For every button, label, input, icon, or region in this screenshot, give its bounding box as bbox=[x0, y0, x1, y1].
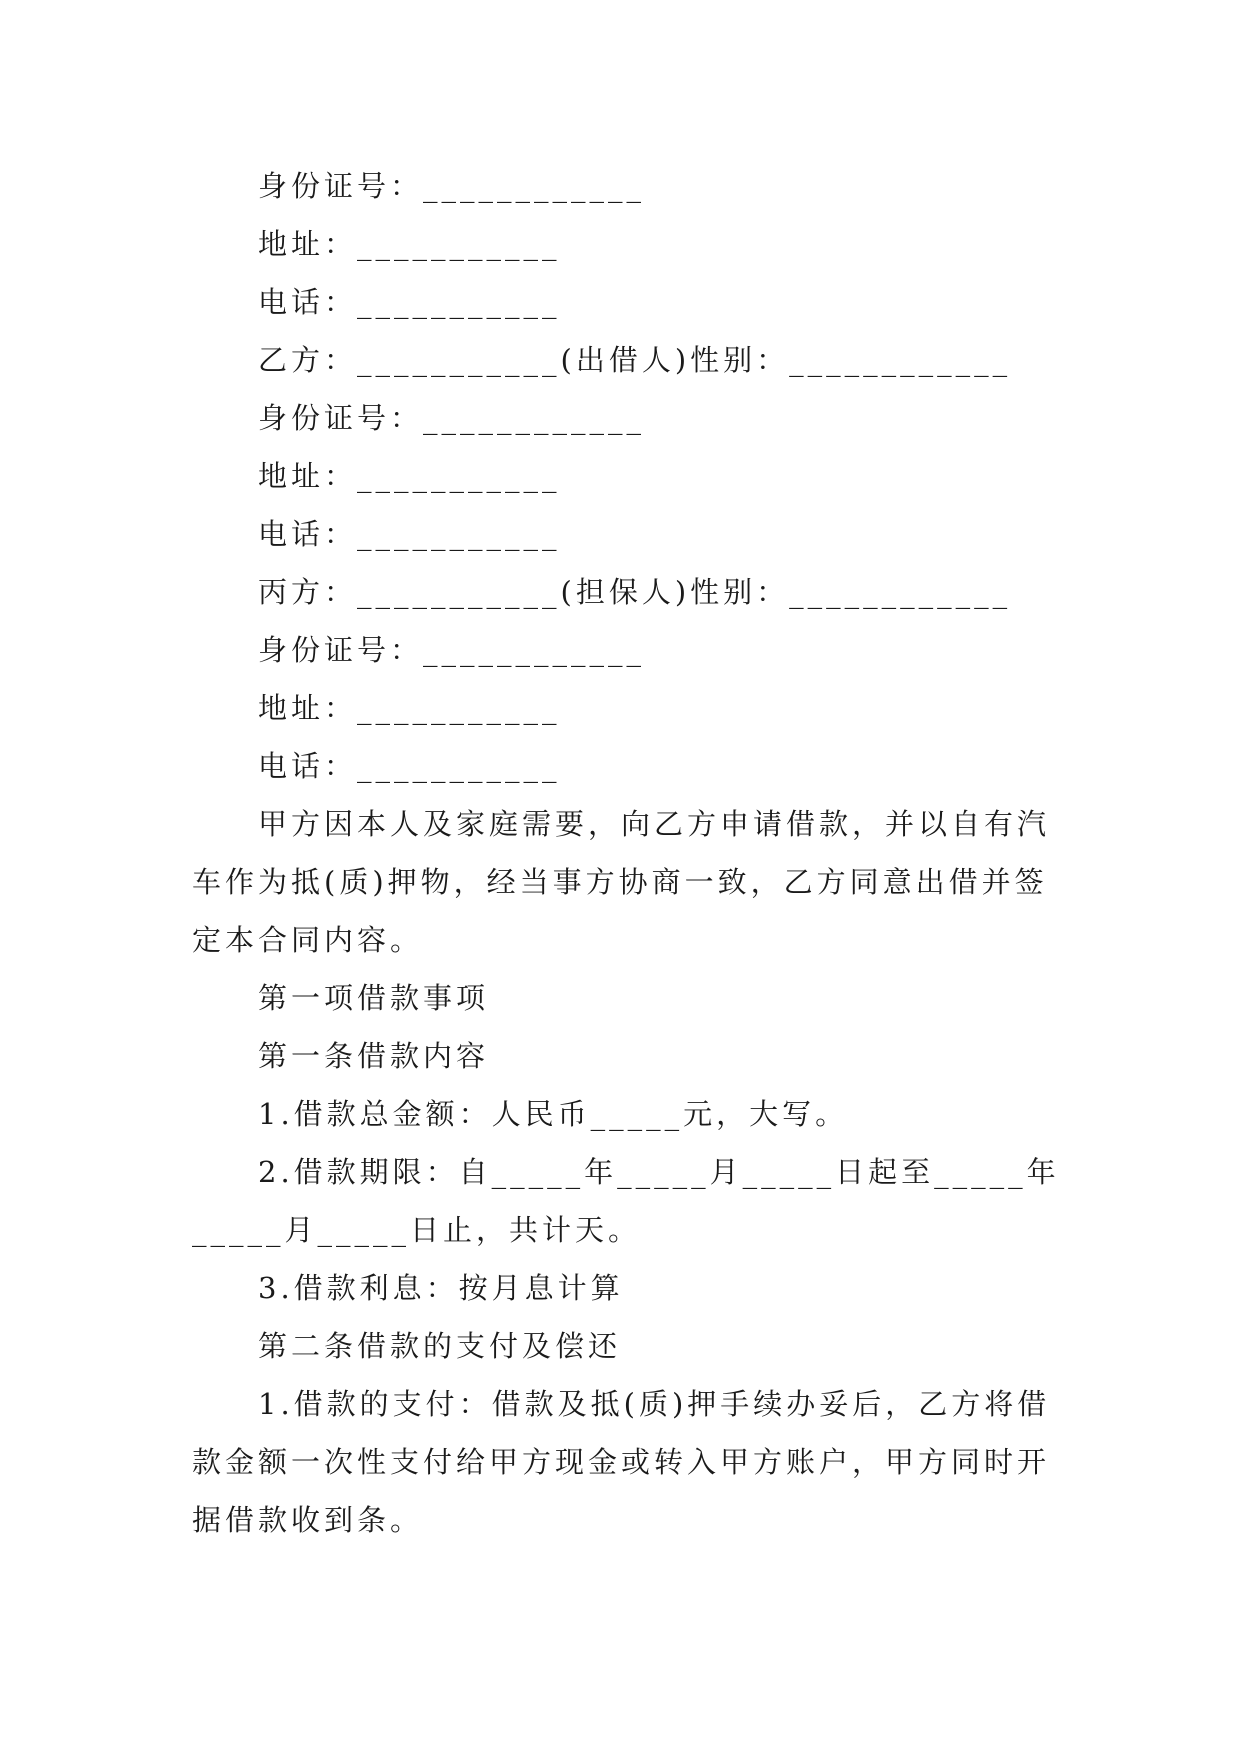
intro-paragraph-line-3: 定本合同内容。 bbox=[192, 923, 424, 957]
address-line-2: 地址：___________ bbox=[258, 459, 561, 493]
phone-line-1: 电话：___________ bbox=[258, 285, 561, 319]
clause-term-line-2: _____月_____日止，共计天。 bbox=[192, 1213, 642, 1247]
clause-payment-line-3: 据借款收到条。 bbox=[192, 1503, 424, 1537]
clause-interest: 3.借款利息：按月息计算 bbox=[258, 1271, 624, 1305]
party-b-line: 乙方：___________(出借人)性别：____________ bbox=[258, 343, 1012, 377]
phone-line-3: 电话：___________ bbox=[258, 749, 561, 783]
article-heading-1: 第一条借款内容 bbox=[258, 1039, 490, 1073]
intro-paragraph-line-2: 车作为抵(质)押物，经当事方协商一致，乙方同意出借并签 bbox=[192, 865, 1048, 899]
section-heading-1: 第一项借款事项 bbox=[258, 981, 490, 1015]
address-line-1: 地址：___________ bbox=[258, 227, 561, 261]
phone-line-2: 电话：___________ bbox=[258, 517, 561, 551]
party-c-line: 丙方：___________(担保人)性别：____________ bbox=[258, 575, 1012, 609]
id-number-line-1: 身份证号：____________ bbox=[258, 169, 646, 203]
clause-payment-line-2: 款金额一次性支付给甲方现金或转入甲方账户，甲方同时开 bbox=[192, 1445, 1051, 1479]
clause-amount: 1.借款总金额：人民币_____元，大写。 bbox=[258, 1097, 849, 1131]
clause-term-line-1: 2.借款期限：自_____年_____月_____日起至_____年 bbox=[258, 1155, 1060, 1189]
article-heading-2: 第二条借款的支付及偿还 bbox=[258, 1329, 622, 1363]
id-number-line-3: 身份证号：____________ bbox=[258, 633, 646, 667]
clause-payment-line-1: 1.借款的支付：借款及抵(质)押手续办妥后，乙方将借 bbox=[258, 1387, 1051, 1421]
id-number-line-2: 身份证号：____________ bbox=[258, 401, 646, 435]
intro-paragraph-line-1: 甲方因本人及家庭需要，向乙方申请借款，并以自有汽 bbox=[258, 807, 1051, 841]
address-line-3: 地址：___________ bbox=[258, 691, 561, 725]
